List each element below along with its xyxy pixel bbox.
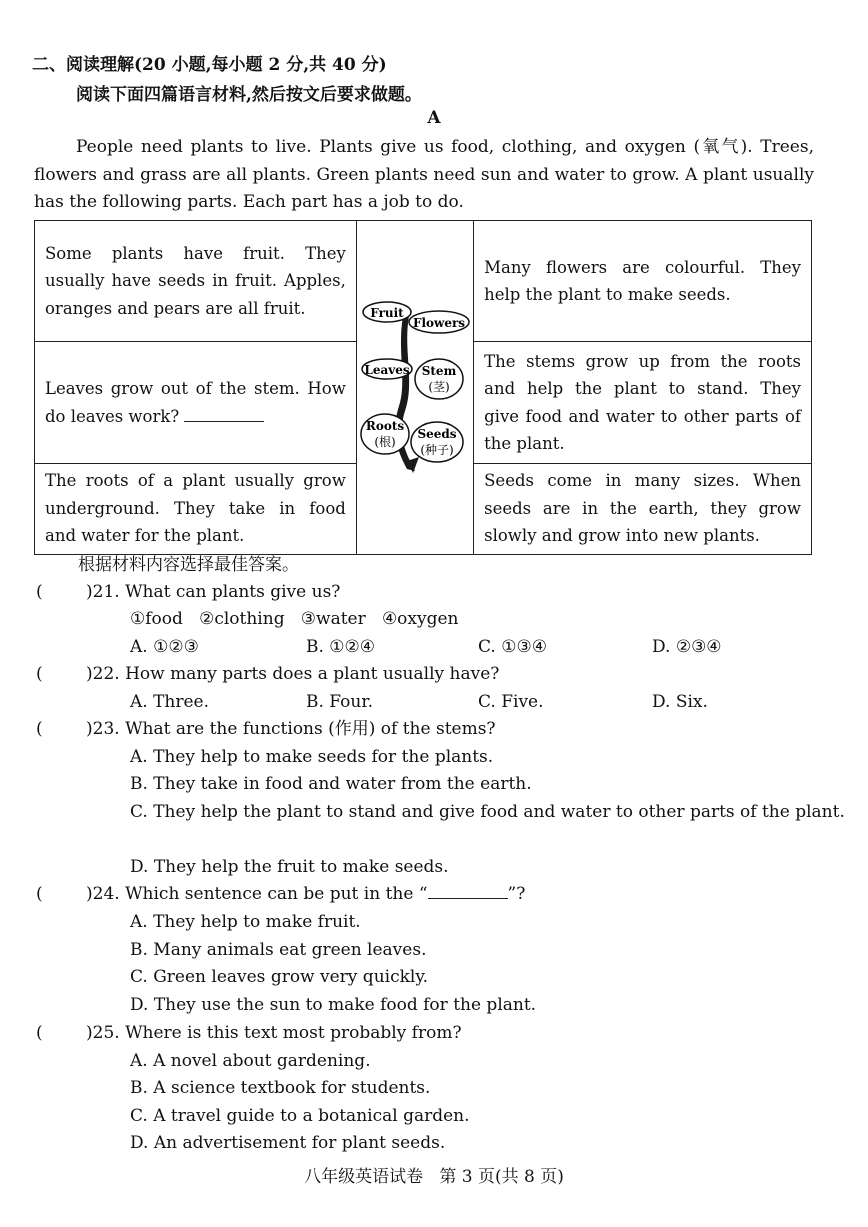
question-22-options [130, 688, 770, 716]
answer-bracket: ( [36, 884, 43, 904]
stems-description: The stems grow up from the roots and help the plant to stand. They give food and water to other parts of the plant. [474, 342, 812, 463]
option-b[interactable]: B. Four. [306, 692, 374, 712]
leaves-description [35, 342, 357, 463]
question-21: )21. What can plants give us? [86, 582, 341, 602]
seeds-description: Seeds come in many sizes. When seeds are in the earth, they grow slowly and grow into new plants. [474, 463, 812, 554]
option-c[interactable]: C. Green leaves grow very quickly. [130, 967, 429, 987]
fruit-description: Some plants have fruit. They usually have seeds in fruit. Apples, oranges and pears are all fruit. [35, 221, 357, 342]
option-b[interactable]: B. Many animals eat green leaves. [130, 940, 427, 960]
option-c[interactable]: C. They help the plant to stand and give food and water to other parts of the plant. [130, 802, 845, 822]
question-25: )25. Where is this text most probably from? [86, 1023, 462, 1043]
passage-text [34, 134, 814, 217]
stem-label: Stem [421, 364, 457, 378]
plant-parts-table [34, 220, 812, 555]
answer-bracket: ( [36, 719, 43, 739]
option-a[interactable]: A. A novel about gardening. [130, 1051, 371, 1071]
question-24 [86, 880, 525, 908]
question-24-text: )24. Which sentence can be put in the “ [86, 884, 428, 904]
option-c[interactable]: C. ①③④ [478, 637, 547, 657]
option-c[interactable]: C. A travel guide to a botanical garden. [130, 1106, 470, 1126]
option-d[interactable]: D. They help the fruit to make seeds. [130, 857, 449, 877]
leaves-label: Leaves [364, 363, 410, 377]
option-d[interactable]: D. An advertisement for plant seeds. [130, 1133, 446, 1153]
option-d[interactable]: D. They use the sun to make food for the plant. [130, 995, 537, 1015]
question-prompt: 根据材料内容选择最佳答案。 [78, 555, 299, 575]
option-a[interactable]: A. ①②③ [130, 637, 199, 657]
question-21-items: ①food ②clothing ③water ④oxygen [130, 609, 459, 629]
roots-cn-label: (根) [374, 435, 396, 449]
option-b[interactable]: B. A science textbook for students. [130, 1078, 431, 1098]
answer-bracket: ( [36, 664, 43, 684]
plant-diagram [357, 221, 473, 545]
option-c[interactable]: C. Five. [478, 692, 544, 712]
page-footer: 八年级英语试卷 第 3 页(共 8 页) [304, 1167, 564, 1187]
quote-blank [428, 882, 508, 899]
option-d[interactable]: D. ②③④ [652, 637, 722, 657]
option-a[interactable]: A. They help to make fruit. [130, 912, 361, 932]
question-22: )22. How many parts does a plant usually have? [86, 664, 500, 684]
option-b[interactable]: B. ①②④ [306, 637, 376, 657]
question-24-end: ”? [507, 884, 526, 904]
fruit-label: Fruit [370, 306, 404, 320]
answer-bracket: ( [36, 1023, 43, 1043]
plant-diagram-cell [356, 221, 473, 555]
flowers-description: Many flowers are colourful. They help the plant to make seeds. [474, 221, 812, 342]
question-21-options [130, 633, 770, 661]
passage-letter: A [427, 108, 441, 128]
section-title: 二、阅读理解(20 小题,每小题 2 分,共 40 分) [32, 55, 387, 75]
seeds-label: Seeds [417, 427, 457, 441]
answer-blank [184, 403, 264, 422]
leaves-description-text: Leaves grow out of the stem. How do leaves work? [45, 379, 346, 426]
passage-paragraph: People need plants to live. Plants give us food, clothing, and oxygen (氧气). Trees, flowers and grass are all plants. Green plants need sun and water to grow. A plant usually has the following parts. Each part has a job to do. [34, 137, 814, 212]
roots-label: Roots [365, 419, 404, 433]
option-d[interactable]: D. Six. [652, 692, 708, 712]
option-a[interactable]: A. Three. [130, 692, 210, 712]
section-instruction: 阅读下面四篇语言材料,然后按文后要求做题。 [76, 85, 422, 105]
flowers-label: Flowers [412, 316, 465, 330]
roots-description: The roots of a plant usually grow underground. They take in food and water for the plant. [35, 463, 357, 554]
option-a[interactable]: A. They help to make seeds for the plants. [130, 747, 494, 767]
answer-bracket: ( [36, 582, 43, 602]
seeds-cn-label: (种子) [420, 443, 454, 457]
question-23: )23. What are the functions (作用) of the stems? [86, 719, 496, 739]
stem-cn-label: (茎) [428, 380, 450, 394]
option-b[interactable]: B. They take in food and water from the earth. [130, 774, 532, 794]
